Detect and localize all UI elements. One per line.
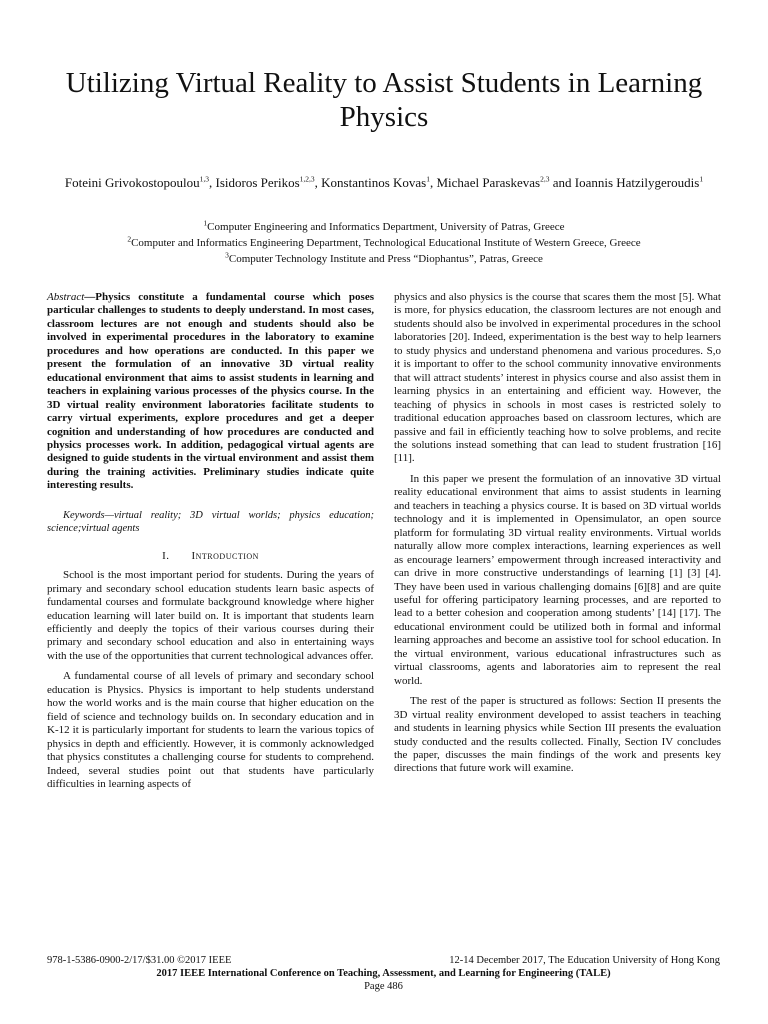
author-affiliation-mark: 1 (699, 174, 704, 184)
affiliation-item (60, 251, 708, 267)
footer-conference: 2017 IEEE International Conference on Teaching, Assessment, and Learning for Engineering (TALE) (156, 968, 611, 979)
body-paragraph: A fundamental course of all levels of primary and secondary school education is Physics. Physics is important to help students understand how the world works and is the main course that higher education on the field of science and technology builds on. In secondary education and in K-12 it is particularly important for students to learn the various topics of physics in depth and efficiently. However, it is commonly acknowledged that physics constitutes a challenging course for students to comprehend. Indeed, several studies point out that students have particularly difficulties in learning aspects of (47, 670, 374, 790)
author-name: Michael Paraskevas (436, 175, 541, 190)
body-paragraph: In this paper we present the formulation of an innovative 3D virtual reality educational environment that aims to assist students in learning and teachers in teaching a physics course. It is based on 3D virtual worlds technology and it is implemented in Opensimulator, an open source platform for formulating 3D virtual reality environments. Virtual worlds naturally allow more complex interactions, learning experiences as well as encourage learners’ empowerment through increased interactivity and can drive in more constructive understandings of learning [1] [3] [4]. They have been used in various challenging domains [6][8] and are quite useful for offering participatory learning processes, and are reported to lead to a better cohesion and cooperation among students’ [14] [17]. The educational environment could be utilized both in formal and informal learning approaches and become an assistive tool for school education. In the virtual environment, various educational infrastructures such as virtual classrooms, agents and laboratories aim to represent the real world. (394, 472, 721, 687)
body-paragraph: physics and also physics is the course that scares them the most [5]. What is more, for physics education, the classroom lectures are not enough and students should also be involved in experimental procedures in the school laboratories [20]. Indeed, experimentation is the best way to help learners to study physics and understand phenomena and various procedures. S,o it is important to offer to the school community innovative environments that will attract students’ interest in physics course and also assist them in learning physics in an entertaining and efficient way. However, the teaching of physics in schools in most cases is restricted solely to traditional education approaches based on classroom lectures, which are passive and fail in efficiently teaching how to solve problems, and recite the solutions instead something that can lead to student frustration [16][11]. (394, 291, 721, 465)
author-affiliation-mark: 1 (426, 174, 430, 184)
affiliation-number: 3 (225, 250, 229, 260)
footer-row (47, 954, 720, 967)
abstract (47, 291, 374, 493)
section-heading (47, 550, 374, 563)
left-column (47, 291, 374, 791)
keywords: Keywords—virtual reality; 3D virtual worlds; physics education; science;virtual agents (47, 509, 374, 535)
footer-date-venue: 12-14 December 2017, The Education University of Hong Kong (449, 955, 720, 966)
author-name: Isidoros Perikos (215, 175, 300, 190)
author-name: Konstantinos Kovas (321, 175, 427, 190)
author-list: Foteini Grivokostopoulou$^{1,3}$, Isidoros Perikos$^{1,2,3}$, Konstantinos Kovas$^1$, Michael Paraskevas$^{2,3}$ and Ioannis Hatzilygeroudis$^1$ (64, 174, 704, 190)
paper-title: Utilizing Virtual Reality to Assist Students in Learning Physics (65, 67, 703, 133)
author-name: Foteini Grivokostopoulou (64, 175, 200, 190)
author-name: Ioannis Hatzilygeroudis (574, 175, 700, 190)
affiliation-list (60, 219, 708, 267)
affiliation-item (60, 219, 708, 235)
section-number: I. (162, 549, 170, 562)
author-affiliation-mark: 1,3 (199, 174, 209, 184)
page-number: Page 486 (364, 981, 403, 992)
right-column (394, 291, 721, 776)
affiliation-number: 2 (127, 234, 132, 244)
affiliation-text: Computer and Informatics Engineering Department, Technological Educational Institute of Western Greece, Greece (131, 237, 641, 249)
abstract-label: Abstract (47, 291, 85, 303)
body-paragraph: School is the most important period for students. During the years of primary and secondary school education students learn basic aspects of fundamental courses and formulate background knowledge where higher education learning will later build on. It is important that students learn efficiently and deeply the topics of their various courses during their primary and secondary school education and also in entertaining ways with the use of the opportunities that current technological advances offer. (47, 569, 374, 662)
page-footer (47, 954, 720, 993)
author-affiliation-mark: 1,2,3 (299, 174, 315, 184)
author-affiliation-mark: 2,3 (540, 174, 550, 184)
affiliation-text: Computer Engineering and Informatics Department, University of Patras, Greece (207, 221, 565, 233)
affiliation-item (60, 235, 708, 251)
footer-isbn: 978-1-5386-0900-2/17/$31.00 ©2017 IEEE (47, 955, 232, 966)
section-title: Introduction (191, 549, 259, 562)
affiliation-text: Computer Technology Institute and Press “Diophantus”, Patras, Greece (228, 253, 543, 265)
abstract-body: —Physics constitute a fundamental course which poses particular challenges to students to deeply understand. In most cases, classroom lectures are not enough and students should also be involved in experimental procedures in the laboratory to examine procedures and how operations are conducted. In this paper we present the formulation of an innovative 3D virtual reality educational environment that aims to assist students in learning and teachers in explaining various processes of the physics course. In the 3D virtual reality environment laboratories facilitate students to carry virtual experiments, explore procedures and get a deeper cognition and understanding of how procedures are conducted and physics processes work. In addition, pedagogical virtual agents are designed to guide students in the virtual environment and assist them during the training activities. Preliminary studies indicate quite interesting results. (47, 291, 374, 492)
body-paragraph: The rest of the paper is structured as follows: Section II presents the 3D virtual reality environment developed to assist teachers in teaching and students in learning physics while Section III presents the evaluation study conducted and the results collected. Finally, Section IV concludes the paper, discusses the main findings of the work and presents key directions that future work will examine. (394, 695, 721, 775)
affiliation-number: 1 (203, 218, 208, 228)
